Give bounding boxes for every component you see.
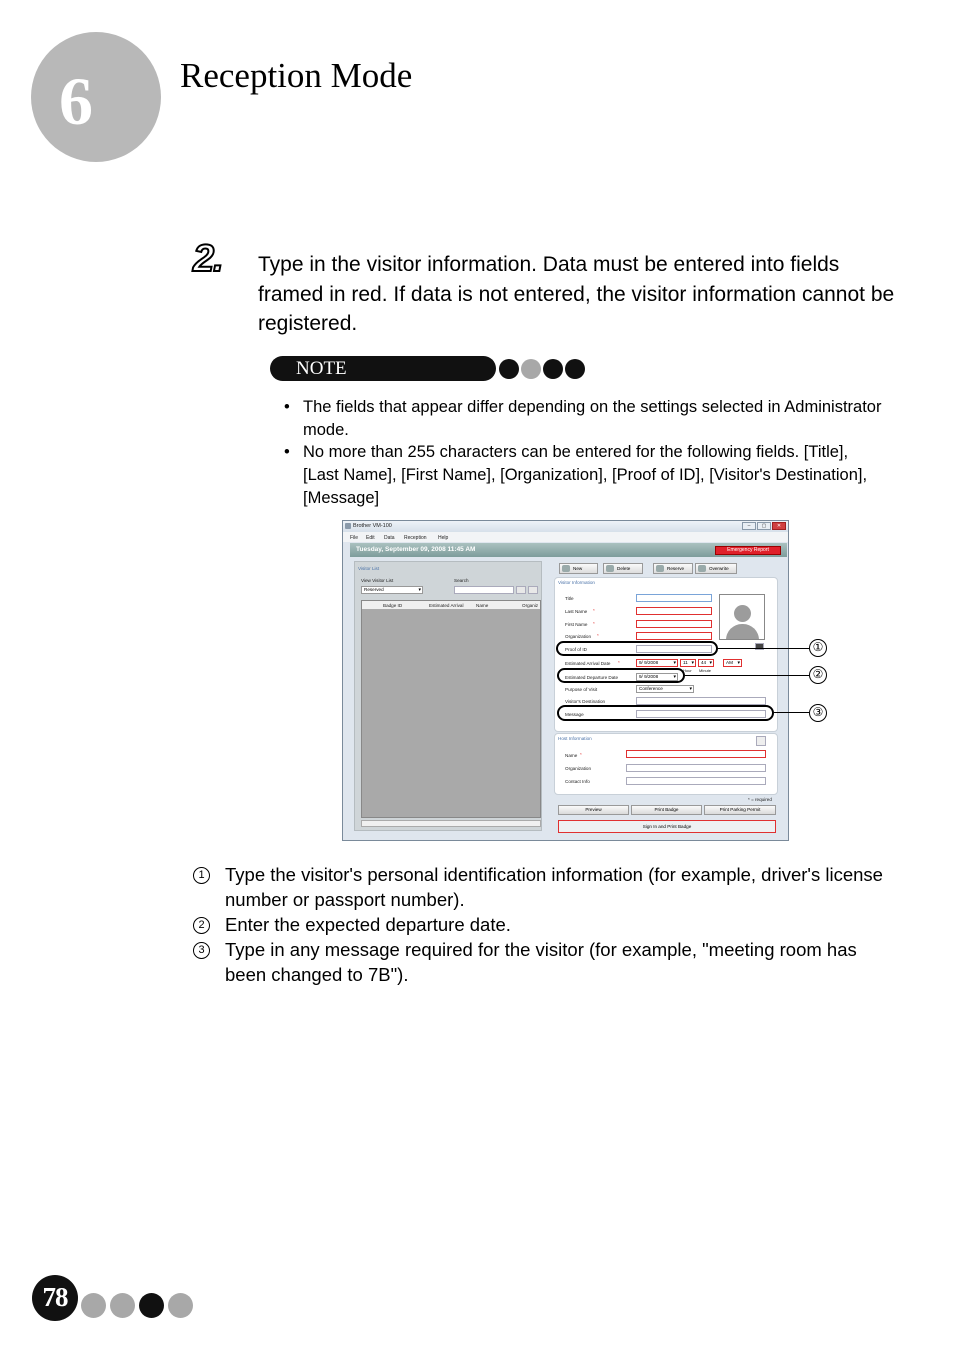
footer-dot-dark [139, 1293, 164, 1318]
visitor-grid[interactable] [361, 600, 541, 818]
required-note: * = required [748, 797, 772, 802]
search-input[interactable] [454, 586, 514, 594]
maximize-button[interactable]: ▢ [757, 522, 771, 530]
avatar-body-icon [726, 624, 759, 640]
departure-date-select[interactable]: 9/ 9/2008 ▾ [636, 673, 678, 681]
clear-search-icon[interactable] [528, 586, 538, 594]
dot-dark [543, 359, 563, 379]
arrival-ampm-select[interactable]: AM ▾ [723, 659, 742, 667]
grid-header [362, 601, 540, 610]
column-organization[interactable]: Organiz [522, 603, 539, 608]
explanation-item [193, 937, 893, 987]
arrival-date-select[interactable]: 9/ 9/2008 ▾ [636, 659, 678, 667]
callout-number-1: ① [809, 639, 827, 657]
print-parking-permit-button[interactable]: Print Parking Permit [704, 805, 776, 815]
purpose-of-visit-label: Purpose of Visit [565, 687, 598, 692]
close-button[interactable]: ✕ [772, 522, 786, 530]
chapter-badge [31, 32, 161, 162]
note-item: • No more than 255 characters can be entered for the following fields. [Title], [Last Name], [First Name], [Organization], [Proof of ID], [Visitor's Destination], [Message] [284, 441, 884, 509]
chapter-number: 6 [59, 63, 93, 139]
dot-dark [565, 359, 585, 379]
required-mark: * [593, 621, 595, 626]
callout-oval-departure-date [557, 668, 685, 683]
delete-icon [606, 565, 614, 572]
step-instruction: Type in the visitor information. Data must be entered into fields framed in red. If data is not entered, the visitor information cannot be registered. [258, 253, 895, 335]
title-label: Title [565, 596, 574, 601]
dot-grey [521, 359, 541, 379]
callout-line [685, 675, 809, 676]
organization-input[interactable] [636, 632, 712, 640]
explanation-text: Enter the expected departure date. [225, 914, 511, 935]
dot-dark [499, 359, 519, 379]
overwrite-button[interactable]: Overwrite [695, 563, 737, 574]
host-search-icon[interactable] [756, 736, 766, 746]
preview-button[interactable]: Preview [558, 805, 629, 815]
sign-in-print-badge-button[interactable]: Sign In and Print Badge [558, 820, 776, 833]
menu-help[interactable]: Help [438, 535, 449, 541]
callout-line [774, 712, 809, 713]
footer-dot-grey [110, 1293, 135, 1318]
visitor-info-title: Visitor Information [558, 580, 595, 585]
explanation-number: 3 [193, 942, 210, 959]
emergency-report-button[interactable]: Emergency Report [715, 546, 781, 555]
menu-file[interactable]: File [350, 535, 359, 541]
callout-oval-proof-of-id [556, 641, 718, 656]
footer-dot-grey [81, 1293, 106, 1318]
search-label: Search [454, 578, 469, 583]
column-badge-id[interactable]: Badge ID [383, 603, 403, 608]
print-badge-button[interactable]: Print Badge [631, 805, 702, 815]
minute-label: Minute [699, 668, 712, 673]
note-header [270, 356, 496, 381]
footer-dot-grey [168, 1293, 193, 1318]
date-bar [350, 543, 787, 557]
explanation-number: 2 [193, 917, 210, 934]
search-icon[interactable] [516, 586, 526, 594]
title-input[interactable] [636, 594, 712, 602]
avatar-head-icon [734, 605, 751, 622]
purpose-of-visit-select[interactable]: Conference ▾ [636, 685, 694, 693]
callout-line [718, 648, 809, 649]
window-title: Brother VM-100 [353, 523, 392, 529]
required-mark: * [580, 752, 582, 757]
menu-data[interactable]: Data [384, 535, 395, 541]
menu-bar [343, 532, 788, 542]
callout-number-3: ③ [809, 704, 827, 722]
host-name-input[interactable] [626, 750, 766, 758]
required-mark: * [593, 608, 595, 613]
explanation-item [193, 862, 893, 912]
overwrite-icon [698, 565, 706, 572]
column-name[interactable]: Name [476, 603, 489, 608]
callout-oval-message [557, 705, 774, 721]
step-number: 2. [193, 238, 223, 280]
page-number: 78 [42, 1282, 68, 1312]
arrival-date-label: Estimated Arrival Date [565, 661, 611, 666]
horizontal-scrollbar[interactable] [361, 820, 541, 827]
new-button[interactable]: New [559, 563, 598, 574]
current-date: Tuesday, September 09, 2008 11:45 AM [356, 546, 476, 553]
contact-info-label: Contact Info [565, 779, 590, 784]
arrival-minute-select[interactable]: 44 ▾ [698, 659, 714, 667]
hour-label: Hour [683, 668, 692, 673]
explanation-text: Type in any message required for the visitor (for example, "meeting room has been changed to 7B"). [225, 939, 857, 985]
organization-label: Organization [565, 634, 592, 639]
callout-explanations [193, 862, 893, 987]
explanation-item [193, 912, 893, 937]
explanation-number: 1 [193, 867, 210, 884]
host-name-label: Name [565, 753, 578, 758]
reserve-button[interactable]: Reserve [653, 563, 693, 574]
menu-edit[interactable]: Edit [366, 535, 375, 541]
app-icon [345, 523, 351, 529]
last-name-input[interactable] [636, 607, 712, 615]
arrival-hour-select[interactable]: 11 ▾ [680, 659, 696, 667]
window-titlebar [343, 521, 788, 532]
host-info-title: Host Information [558, 736, 592, 741]
required-mark: * [618, 660, 620, 665]
page-number-badge [32, 1275, 78, 1321]
host-organization-input[interactable] [626, 764, 766, 772]
callout-number-2: ② [809, 666, 827, 684]
visitor-destination-label: Visitor's Destination [565, 699, 606, 704]
first-name-input[interactable] [636, 620, 712, 628]
visitor-list-panel [354, 561, 542, 831]
visitor-list-title: Visitor List [358, 566, 380, 571]
note-label: NOTE [296, 358, 347, 379]
reserve-icon [656, 565, 664, 572]
visitor-photo[interactable] [719, 594, 765, 640]
note-list [284, 396, 884, 510]
minimize-button[interactable]: – [742, 522, 756, 530]
note-item: • The fields that appear differ depending on the settings selected in Administrator mode. [284, 396, 884, 441]
required-mark: * [597, 633, 599, 638]
last-name-label: Last Name [565, 609, 588, 614]
contact-info-input[interactable] [626, 777, 766, 785]
view-visitor-list-select[interactable]: Reserved ▾ [361, 586, 423, 594]
chapter-title: Reception Mode [180, 56, 413, 95]
column-estimated-arrival[interactable]: Estimated Arrival [429, 603, 464, 608]
menu-reception[interactable]: Reception [404, 535, 427, 541]
visitor-destination-input[interactable] [636, 697, 766, 705]
new-icon [562, 565, 570, 572]
proof-of-id-label: Proof of ID [565, 647, 587, 652]
view-visitor-list-label: View Visitor List [361, 578, 394, 583]
first-name-label: First Name [565, 622, 588, 627]
host-organization-label: Organization [565, 766, 592, 771]
explanation-text: Type the visitor's personal identification information (for example, driver's license number or passport number). [225, 864, 883, 910]
departure-date-label: Estimated Departure Date [565, 675, 619, 680]
message-label: Message [565, 712, 584, 717]
delete-button[interactable]: Delete [603, 563, 643, 574]
